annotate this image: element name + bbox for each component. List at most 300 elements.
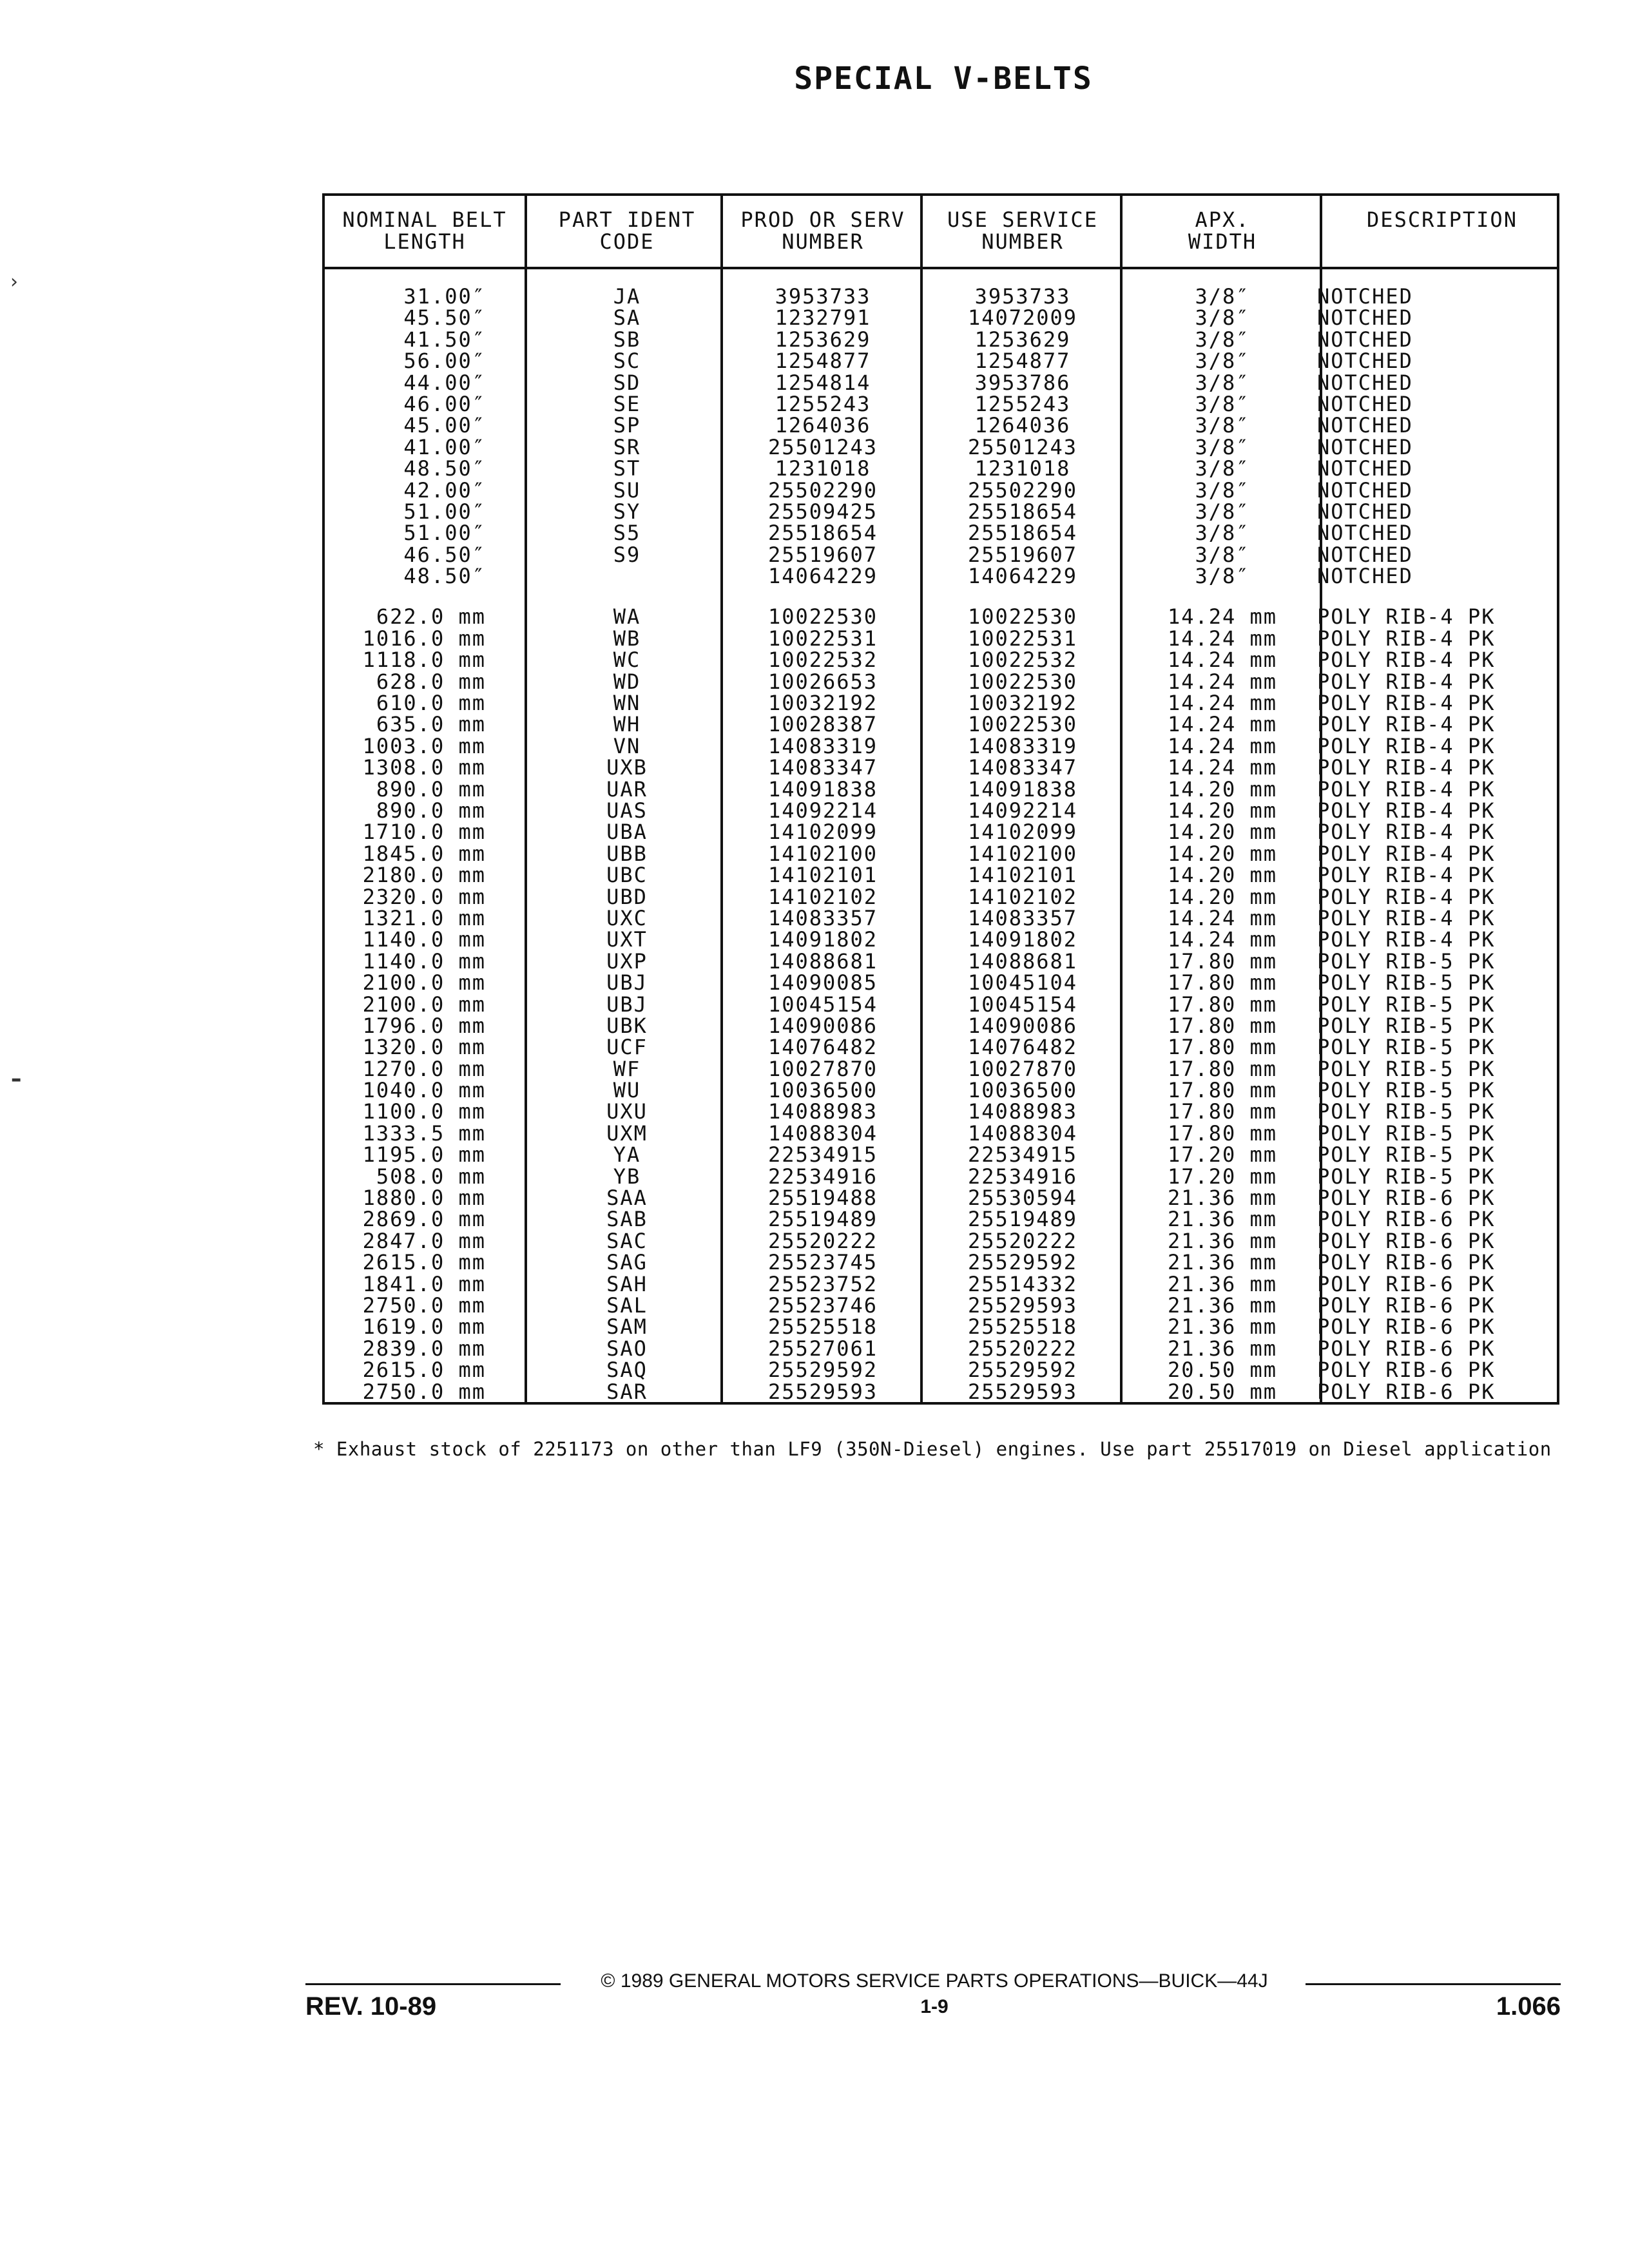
table-cell: NOTCHED (1317, 391, 1413, 416)
table-cell: 890.0 mm (376, 776, 486, 802)
table-cell: 21.36 mm (1167, 1314, 1278, 1340)
header-use-line1: USE SERVICE (947, 207, 1098, 232)
table-cell: 2100.0 mm (362, 970, 486, 995)
header-prod-line1: PROD OR SERV (740, 207, 905, 232)
table-cell: WD (613, 669, 641, 694)
table-cell: 14091802 (767, 927, 878, 952)
table-cell: POLY RIB-6 PK (1317, 1271, 1496, 1296)
table-cell: 2320.0 mm (362, 884, 486, 909)
table-cell: 14.24 mm (1167, 755, 1278, 780)
table-cell: 21.36 mm (1167, 1186, 1278, 1211)
table-cell: 25525518 (767, 1314, 878, 1340)
table-cell: WA (613, 604, 641, 629)
table-cell: WC (613, 648, 641, 673)
table-cell: 17.80 mm (1167, 1120, 1278, 1146)
table-cell: 25520222 (767, 1228, 878, 1253)
table-cell: 25523746 (767, 1293, 878, 1318)
table-cell: 3/8″ (1195, 521, 1250, 546)
table-cell: SY (613, 499, 641, 524)
table-cell: 14.20 mm (1167, 798, 1278, 823)
table-cell: 14.20 mm (1167, 863, 1278, 888)
table-cell: 25527061 (767, 1336, 878, 1361)
table-cell: 610.0 mm (376, 691, 486, 716)
table-cell: JA (613, 284, 641, 309)
table-cell: 44.00″ (403, 370, 486, 395)
table-cell: POLY RIB-4 PK (1317, 884, 1496, 909)
table-cell: 1321.0 mm (362, 905, 486, 930)
table-cell: 10032192 (767, 691, 878, 716)
table-cell: 45.50″ (403, 305, 486, 331)
table-cell: 14102099 (767, 820, 878, 845)
table-cell: 3/8″ (1195, 542, 1250, 567)
table-cell: 14083357 (967, 905, 1078, 930)
table-cell: 1796.0 mm (362, 1013, 486, 1038)
table-cell: UBA (606, 820, 648, 845)
table-cell: 25519488 (767, 1186, 878, 1211)
group-gap (1317, 587, 1562, 606)
table-cell: 20.50 mm (1167, 1379, 1278, 1404)
table-cell: S5 (613, 521, 641, 546)
table-cell: UBK (606, 1013, 648, 1038)
table-cell: 14102101 (967, 863, 1078, 888)
table-cell: 1845.0 mm (362, 841, 486, 866)
table-cell: 14083347 (767, 755, 878, 780)
table-cell: 628.0 mm (376, 669, 486, 694)
table-cell: UXU (606, 1099, 648, 1124)
table-cell: POLY RIB-4 PK (1317, 820, 1496, 845)
table-cell: 25509425 (767, 499, 878, 524)
table-cell: 51.00″ (403, 521, 486, 546)
table-cell: 22534915 (967, 1142, 1078, 1168)
table-cell: SAB (606, 1207, 648, 1232)
table-cell: 3/8″ (1195, 564, 1250, 589)
table-cell: 25518654 (967, 521, 1078, 546)
table-cell: 1100.0 mm (362, 1099, 486, 1124)
column-use-number (923, 286, 1123, 1403)
table-cell: 25529593 (967, 1293, 1078, 1318)
table-cell: 3/8″ (1195, 434, 1250, 459)
table-cell: 1140.0 mm (362, 927, 486, 952)
table-cell: 3953733 (775, 284, 871, 309)
table-cell: 3/8″ (1195, 284, 1250, 309)
table-cell: POLY RIB-4 PK (1317, 626, 1496, 651)
table-cell: POLY RIB-4 PK (1317, 905, 1496, 930)
header-width-line2: WIDTH (1188, 229, 1257, 254)
table-cell: 10022530 (967, 712, 1078, 737)
table-cell: 14088681 (967, 948, 1078, 974)
table-cell: NOTCHED (1317, 370, 1413, 395)
header-prod (723, 209, 923, 253)
table-cell: SAM (606, 1314, 648, 1340)
table-cell: 1710.0 mm (362, 820, 486, 845)
table-cell: 41.50″ (403, 327, 486, 352)
table-cell: 46.00″ (403, 391, 486, 416)
table-cell: POLY RIB-4 PK (1317, 776, 1496, 802)
table-cell: 56.00″ (403, 349, 486, 374)
table-cell: 17.20 mm (1167, 1164, 1278, 1189)
table-cell: 25501243 (767, 434, 878, 459)
table-cell: 10045154 (767, 992, 878, 1017)
table-cell: 14088304 (967, 1120, 1078, 1146)
table-cell: 1255243 (974, 391, 1071, 416)
table-cell: 1264036 (775, 413, 871, 438)
table-cell: 14091838 (767, 776, 878, 802)
table-cell: SAO (606, 1336, 648, 1361)
table-cell: POLY RIB-6 PK (1317, 1358, 1496, 1383)
table-cell: 51.00″ (403, 499, 486, 524)
table-cell: 14102100 (767, 841, 878, 866)
table-cell: 14091802 (967, 927, 1078, 952)
table-cell: YB (613, 1164, 641, 1189)
footer-rule (305, 1983, 561, 1985)
table-cell: NOTCHED (1317, 327, 1413, 352)
group-gap (527, 587, 727, 606)
table-cell: 14088681 (767, 948, 878, 974)
table-header (325, 196, 1557, 269)
header-code (527, 209, 727, 253)
table-cell: 1264036 (974, 413, 1071, 438)
table-cell: 1195.0 mm (362, 1142, 486, 1168)
page-number: 1.066 (1496, 1992, 1561, 2021)
table-cell: ST (613, 456, 641, 481)
table-cell: 1841.0 mm (362, 1271, 486, 1296)
table-cell: 22534916 (767, 1164, 878, 1189)
table-cell: 14.24 mm (1167, 712, 1278, 737)
column-description (1317, 286, 1562, 1403)
table-cell: 14090086 (767, 1013, 878, 1038)
table-cell: SC (613, 349, 641, 374)
table-cell: 3/8″ (1195, 413, 1250, 438)
table-cell: 21.36 mm (1167, 1250, 1278, 1275)
table-cell: 10036500 (967, 1078, 1078, 1103)
table-cell: 1040.0 mm (362, 1078, 486, 1103)
table-cell: 10027870 (767, 1056, 878, 1081)
table-cell: 3/8″ (1195, 499, 1250, 524)
table-cell: POLY RIB-5 PK (1317, 992, 1496, 1017)
table-cell: NOTCHED (1317, 305, 1413, 331)
table-cell: 10028387 (767, 712, 878, 737)
table-cell: SAG (606, 1250, 648, 1275)
table-cell: 25519489 (767, 1207, 878, 1232)
group-gap (723, 587, 923, 606)
table-cell: 10022530 (767, 604, 878, 629)
table-cell: 1619.0 mm (362, 1314, 486, 1340)
table-cell: 10026653 (767, 669, 878, 694)
table-cell: 1320.0 mm (362, 1035, 486, 1060)
table-cell: POLY RIB-5 PK (1317, 1120, 1496, 1146)
table-cell: POLY RIB-4 PK (1317, 863, 1496, 888)
table-cell: 3/8″ (1195, 327, 1250, 352)
table-cell: NOTCHED (1317, 434, 1413, 459)
table-cell: POLY RIB-4 PK (1317, 669, 1496, 694)
table-cell (527, 566, 727, 587)
table-cell: 3/8″ (1195, 305, 1250, 331)
header-length-line1: NOMINAL BELT (342, 207, 507, 232)
table-cell: 25525518 (967, 1314, 1078, 1340)
table-cell: 22534916 (967, 1164, 1078, 1189)
table-cell: 3/8″ (1195, 370, 1250, 395)
table-cell: SD (613, 370, 641, 395)
table-cell: 1253629 (775, 327, 871, 352)
table-cell: 25529592 (767, 1358, 878, 1383)
table-cell: 2100.0 mm (362, 992, 486, 1017)
table-cell: 21.36 mm (1167, 1207, 1278, 1232)
table-cell: 2750.0 mm (362, 1379, 486, 1404)
table-cell: 25518654 (967, 499, 1078, 524)
table-cell: NOTCHED (1317, 521, 1413, 546)
table-cell: 14090085 (767, 970, 878, 995)
table-cell: WU (613, 1078, 641, 1103)
table-cell: NOTCHED (1317, 456, 1413, 481)
table-cell: 14.24 mm (1167, 648, 1278, 673)
table-cell: 14091838 (967, 776, 1078, 802)
table-cell: S9 (613, 542, 641, 567)
table-cell: UBC (606, 863, 648, 888)
table-cell: 25502290 (767, 477, 878, 503)
belt-table (322, 193, 1559, 1405)
header-prod-line2: NUMBER (782, 229, 864, 254)
table-cell: 17.80 mm (1167, 1013, 1278, 1038)
table-cell: 14.24 mm (1167, 669, 1278, 694)
table-cell: 25514332 (967, 1271, 1078, 1296)
table-cell: YA (613, 1142, 641, 1168)
table-cell: 25519489 (967, 1207, 1078, 1232)
table-cell: POLY RIB-6 PK (1317, 1186, 1496, 1211)
table-cell: 14.20 mm (1167, 841, 1278, 866)
table-cell: SAC (606, 1228, 648, 1253)
table-cell: 14083319 (767, 733, 878, 758)
group-gap (1123, 587, 1322, 606)
table-cell: 14076482 (767, 1035, 878, 1060)
table-cell: 10032192 (967, 691, 1078, 716)
table-cell: 10045104 (967, 970, 1078, 995)
header-width (1123, 209, 1322, 253)
table-cell: 25519607 (967, 542, 1078, 567)
table-cell: UCF (606, 1035, 648, 1060)
table-cell: 10027870 (967, 1056, 1078, 1081)
table-cell: POLY RIB-6 PK (1317, 1336, 1496, 1361)
table-cell: 14088983 (767, 1099, 878, 1124)
table-cell: 10036500 (767, 1078, 878, 1103)
scan-mark: › (10, 271, 18, 293)
table-cell: 14090086 (967, 1013, 1078, 1038)
header-length (325, 209, 525, 253)
table-cell: 25529592 (967, 1250, 1078, 1275)
table-cell: 10022530 (967, 604, 1078, 629)
header-code-line2: CODE (599, 229, 655, 254)
table-cell: UXB (606, 755, 648, 780)
table-cell: 1231018 (974, 456, 1071, 481)
table-cell: 3/8″ (1195, 456, 1250, 481)
table-cell: NOTCHED (1317, 413, 1413, 438)
table-cell: 25523745 (767, 1250, 878, 1275)
table-cell: 14102099 (967, 820, 1078, 845)
table-cell: POLY RIB-4 PK (1317, 755, 1496, 780)
table-cell: 3953733 (974, 284, 1071, 309)
table-cell: NOTCHED (1317, 564, 1413, 589)
table-cell: 14.24 mm (1167, 626, 1278, 651)
table-cell: SR (613, 434, 641, 459)
table-cell: 25529593 (767, 1379, 878, 1404)
table-cell: 17.80 mm (1167, 1078, 1278, 1103)
table-cell: 10022532 (967, 648, 1078, 673)
table-cell: POLY RIB-5 PK (1317, 1056, 1496, 1081)
table-cell: WH (613, 712, 641, 737)
table-cell: 14088983 (967, 1099, 1078, 1124)
table-cell: 17.80 mm (1167, 992, 1278, 1017)
table-cell: 622.0 mm (376, 604, 486, 629)
table-cell: 14.24 mm (1167, 733, 1278, 758)
table-cell: UBD (606, 884, 648, 909)
table-cell: 2847.0 mm (362, 1228, 486, 1253)
table-cell: SU (613, 477, 641, 503)
table-cell: VN (613, 733, 641, 758)
table-cell: 3/8″ (1195, 477, 1250, 503)
column-code (527, 286, 727, 1403)
table-cell: 14072009 (967, 305, 1078, 331)
scan-mark: ⁃ (9, 1064, 23, 1097)
table-cell: 48.50″ (403, 456, 486, 481)
table-cell: 25529593 (967, 1379, 1078, 1404)
table-cell: 14102100 (967, 841, 1078, 866)
table-cell: 1270.0 mm (362, 1056, 486, 1081)
table-cell: 17.80 mm (1167, 1099, 1278, 1124)
table-cell: 14083347 (967, 755, 1078, 780)
table-cell: 25529592 (967, 1358, 1078, 1383)
table-cell: 14.24 mm (1167, 691, 1278, 716)
table-cell: 1880.0 mm (362, 1186, 486, 1211)
header-desc (1322, 209, 1562, 231)
table-cell: POLY RIB-5 PK (1317, 970, 1496, 995)
table-cell: POLY RIB-6 PK (1317, 1250, 1496, 1275)
table-cell: 17.80 mm (1167, 970, 1278, 995)
table-cell: 46.50″ (403, 542, 486, 567)
table-cell: 20.50 mm (1167, 1358, 1278, 1383)
table-cell: NOTCHED (1317, 349, 1413, 374)
table-cell: UAR (606, 776, 648, 802)
table-cell: 14092214 (967, 798, 1078, 823)
table-cell: 21.36 mm (1167, 1228, 1278, 1253)
header-desc-line2: DESCRIPTION (1367, 207, 1518, 232)
table-cell: POLY RIB-6 PK (1317, 1228, 1496, 1253)
table-cell: 2615.0 mm (362, 1250, 486, 1275)
table-cell: SAL (606, 1293, 648, 1318)
table-cell: POLY RIB-4 PK (1317, 604, 1496, 629)
table-cell: POLY RIB-4 PK (1317, 841, 1496, 866)
revision-label: REV. 10-89 (305, 1992, 437, 2021)
table-cell: 14083357 (767, 905, 878, 930)
table-cell: POLY RIB-5 PK (1317, 1099, 1496, 1124)
table-cell: 22534915 (767, 1142, 878, 1168)
table-cell: 14.20 mm (1167, 884, 1278, 909)
table-cell: 1308.0 mm (362, 755, 486, 780)
table-cell: WN (613, 691, 641, 716)
table-cell: 25530594 (967, 1186, 1078, 1211)
footer-rule (1306, 1983, 1561, 1985)
table-cell: SAR (606, 1379, 648, 1404)
table-cell: NOTCHED (1317, 542, 1413, 567)
table-cell: 48.50″ (403, 564, 486, 589)
table-cell: 31.00″ (403, 284, 486, 309)
table-cell: 14076482 (967, 1035, 1078, 1060)
table-cell: POLY RIB-4 PK (1317, 648, 1496, 673)
table-cell: NOTCHED (1317, 477, 1413, 503)
copyright-text: © 1989 GENERAL MOTORS SERVICE PARTS OPERATIONS—BUICK—44J (601, 1970, 1268, 1992)
table-cell: POLY RIB-6 PK (1317, 1293, 1496, 1318)
table-cell: 2615.0 mm (362, 1358, 486, 1383)
table-cell: 41.00″ (403, 434, 486, 459)
table-cell: POLY RIB-4 PK (1317, 712, 1496, 737)
table-cell: POLY RIB-6 PK (1317, 1207, 1496, 1232)
table-cell: NOTCHED (1317, 499, 1413, 524)
table-cell: POLY RIB-5 PK (1317, 1164, 1496, 1189)
table-cell: POLY RIB-5 PK (1317, 1035, 1496, 1060)
table-cell: UBJ (606, 970, 648, 995)
column-prod-number (723, 286, 923, 1403)
table-cell: SAQ (606, 1358, 648, 1383)
table-cell: 14.20 mm (1167, 776, 1278, 802)
table-cell: 14064229 (767, 564, 878, 589)
table-cell: SP (613, 413, 641, 438)
table-cell: 21.36 mm (1167, 1271, 1278, 1296)
table-cell: 1140.0 mm (362, 948, 486, 974)
page-title: SPECIAL V-BELTS (794, 61, 1093, 97)
table-cell: 635.0 mm (376, 712, 486, 737)
table-cell: 1254877 (974, 349, 1071, 374)
table-cell: SE (613, 391, 641, 416)
table-cell: UBJ (606, 992, 648, 1017)
table-cell: 25520222 (967, 1228, 1078, 1253)
table-cell: 1231018 (775, 456, 871, 481)
table-cell: 1003.0 mm (362, 733, 486, 758)
table-cell: 1118.0 mm (362, 648, 486, 673)
table-cell: 42.00″ (403, 477, 486, 503)
table-cell: 10022531 (967, 626, 1078, 651)
table-cell: 3/8″ (1195, 349, 1250, 374)
header-use-line2: NUMBER (981, 229, 1064, 254)
table-cell: 17.20 mm (1167, 1142, 1278, 1168)
header-width-line1: APX. (1195, 207, 1250, 232)
table-cell: 1254814 (775, 370, 871, 395)
table-cell: 3953786 (974, 370, 1071, 395)
table-cell: 10045154 (967, 992, 1078, 1017)
table-cell: SAA (606, 1186, 648, 1211)
table-cell: 2869.0 mm (362, 1207, 486, 1232)
table-cell: 14.24 mm (1167, 905, 1278, 930)
table-cell: 14083319 (967, 733, 1078, 758)
table-cell: POLY RIB-4 PK (1317, 691, 1496, 716)
table-cell: 2180.0 mm (362, 863, 486, 888)
table-cell: 508.0 mm (376, 1164, 486, 1189)
table-cell: 14102101 (767, 863, 878, 888)
table-cell: SB (613, 327, 641, 352)
table-cell: UXM (606, 1120, 648, 1146)
table-cell: UBB (606, 841, 648, 866)
table-cell: POLY RIB-6 PK (1317, 1314, 1496, 1340)
table-cell: 10022532 (767, 648, 878, 673)
table-cell: 25518654 (767, 521, 878, 546)
table-cell: SAH (606, 1271, 648, 1296)
table-cell: 14102102 (767, 884, 878, 909)
header-code-line1: PART IDENT (558, 207, 696, 232)
table-cell: 3/8″ (1195, 391, 1250, 416)
table-cell: 1255243 (775, 391, 871, 416)
table-cell: 25520222 (967, 1336, 1078, 1361)
table-cell: 10022531 (767, 626, 878, 651)
table-cell: 890.0 mm (376, 798, 486, 823)
table-cell: 2839.0 mm (362, 1336, 486, 1361)
table-cell: UXP (606, 948, 648, 974)
